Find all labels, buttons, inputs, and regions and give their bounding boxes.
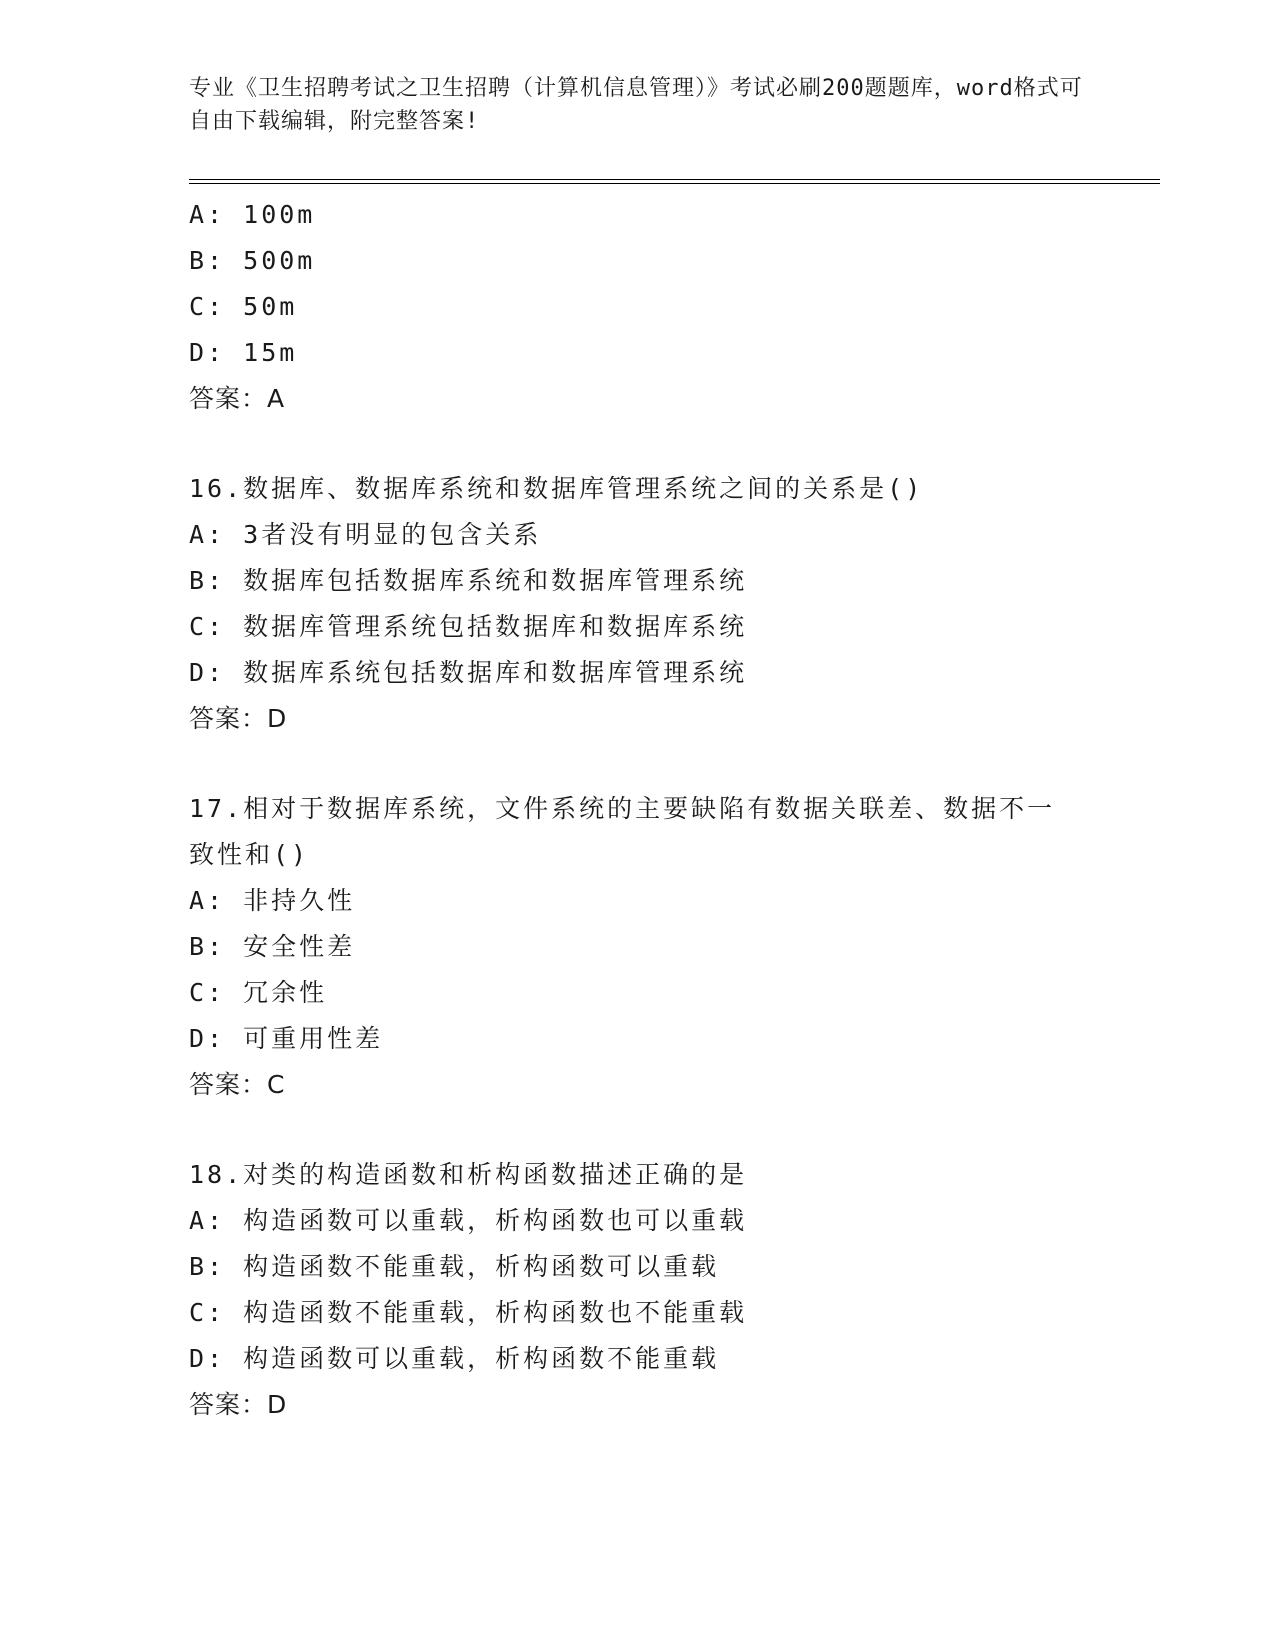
option-d: D: 15m: [189, 338, 298, 367]
question-text-line-1: 17.相对于数据库系统，文件系统的主要缺陷有数据关联差、数据不一: [189, 794, 1056, 823]
question-text: 18.对类的构造函数和析构函数描述正确的是: [189, 1160, 748, 1189]
option-d: D: 可重用性差: [189, 1024, 384, 1053]
answer-line: 答案：A: [189, 384, 286, 413]
option-b: B: 500m: [189, 246, 316, 275]
option-a: A: 非持久性: [189, 886, 356, 915]
question-block: [189, 466, 1089, 742]
question-list: [189, 192, 1089, 1428]
option-d: D: 数据库系统包括数据库和数据库管理系统: [189, 658, 748, 687]
answer-line: 答案：D: [189, 704, 288, 733]
option-c: C: 冗余性: [189, 978, 328, 1007]
option-b: B: 安全性差: [189, 932, 356, 961]
option-a: A: 3者没有明显的包含关系: [189, 520, 542, 549]
question-text: 16.数据库、数据库系统和数据库管理系统之间的关系是(): [189, 474, 924, 503]
document-header: 专业《卫生招聘考试之卫生招聘（计算机信息管理）》考试必刷200题题库，word格式可自由下载编辑，附完整答案!: [189, 76, 1083, 134]
option-d: D: 构造函数可以重载，析构函数不能重载: [189, 1344, 720, 1373]
header-divider-top: [189, 179, 1160, 180]
option-b: B: 数据库包括数据库系统和数据库管理系统: [189, 566, 748, 595]
block-spacer: [189, 422, 1089, 466]
question-block: [189, 786, 1089, 1108]
block-spacer: [189, 742, 1089, 786]
answer-line: 答案：C: [189, 1070, 286, 1099]
option-c: C: 构造函数不能重载，析构函数也不能重载: [189, 1298, 748, 1327]
header-divider-bottom: [189, 183, 1160, 184]
option-c: C: 50m: [189, 292, 298, 321]
block-spacer: [189, 1108, 1089, 1152]
option-a: A: 构造函数可以重载，析构函数也可以重载: [189, 1206, 748, 1235]
question-text-line-2: 致性和(): [189, 840, 310, 869]
option-c: C: 数据库管理系统包括数据库和数据库系统: [189, 612, 748, 641]
question-block: [189, 192, 1089, 422]
option-a: A: 100m: [189, 200, 316, 229]
question-block: [189, 1152, 1089, 1428]
option-b: B: 构造函数不能重载，析构函数可以重载: [189, 1252, 720, 1281]
answer-line: 答案：D: [189, 1390, 288, 1419]
